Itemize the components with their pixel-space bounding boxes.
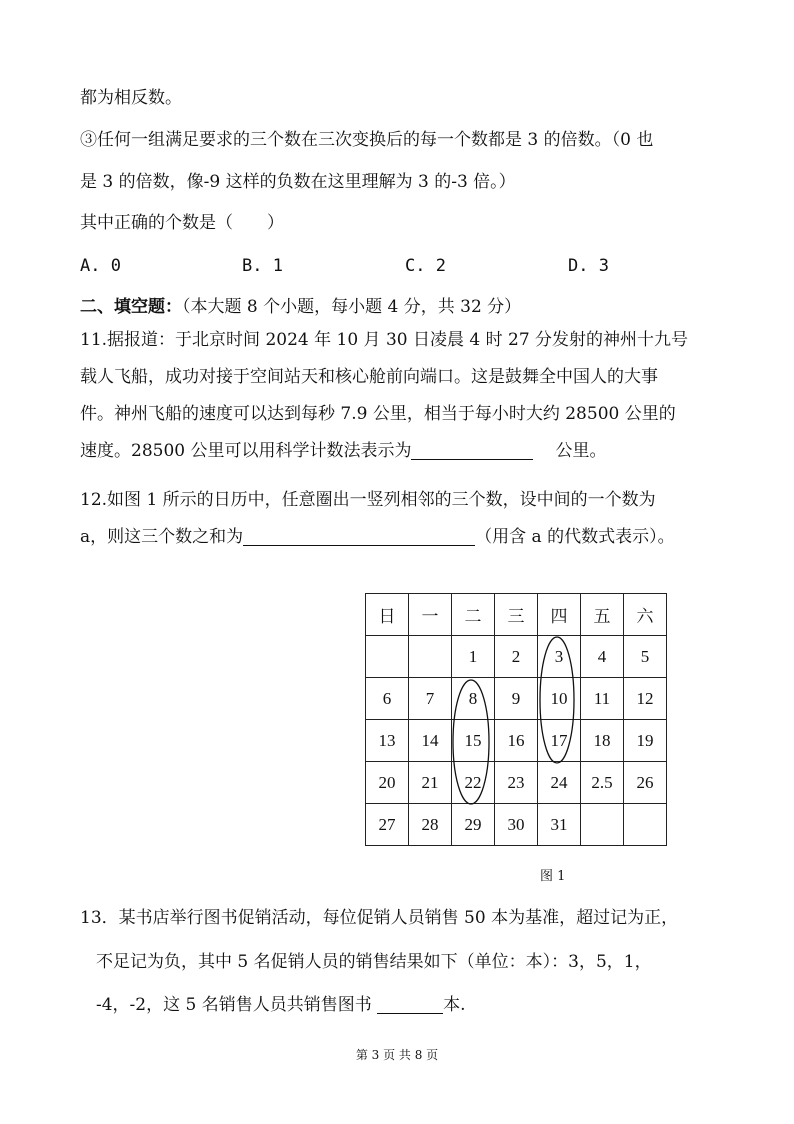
calendar-cell: 5	[624, 636, 667, 678]
q13-text-end: 本.	[443, 995, 466, 1015]
option-d: D. 3	[568, 256, 609, 276]
calendar-cell: 30	[495, 804, 538, 846]
calendar-header-cell: 四	[538, 594, 581, 636]
q11-line	[80, 439, 606, 463]
calendar-cell: 16	[495, 720, 538, 762]
text-line: ③任何一组满足要求的三个数在三次变换后的每一个数都是 3 的倍数。（0 也	[80, 130, 654, 150]
section-heading	[80, 295, 521, 319]
calendar-cell: 18	[581, 720, 624, 762]
calendar-row	[366, 636, 667, 678]
calendar-cell: 7	[409, 678, 452, 720]
calendar-cell: 21	[409, 762, 452, 804]
calendar-cell: 3	[538, 636, 581, 678]
calendar-cell: 9	[495, 678, 538, 720]
calendar-cell: 29	[452, 804, 495, 846]
calendar-cell: 19	[624, 720, 667, 762]
calendar-cell: 23	[495, 762, 538, 804]
q12-text: a，则这三个数之和为	[80, 527, 244, 547]
calendar-header-cell: 二	[452, 594, 495, 636]
calendar-cell: 28	[409, 804, 452, 846]
q11-line: 件。神州飞船的速度可以达到每秒 7.9 公里，相当于每小时大约 28500 公里的	[80, 404, 676, 424]
text-line: 都为相反数。	[80, 88, 182, 108]
calendar-cell: 11	[581, 678, 624, 720]
calendar-header-cell: 六	[624, 594, 667, 636]
q13-answer-blank[interactable]	[377, 995, 443, 1014]
calendar-row	[366, 720, 667, 762]
option-b: B. 1	[242, 256, 283, 276]
option-c: C. 2	[405, 256, 446, 276]
q12-text-end: （用含 a 的代数式表示）。	[475, 527, 675, 547]
calendar-cell: 13	[366, 720, 409, 762]
question-stem: 其中正确的个数是（ ）	[80, 213, 284, 233]
calendar-cell: 20	[366, 762, 409, 804]
q11-text: 速度。28500 公里可以用科学计数法表示为	[80, 441, 412, 461]
q12-line: 12.如图 1 所示的日历中，任意圈出一竖列相邻的三个数，设中间的一个数为	[80, 490, 656, 510]
section-title: 二、填空题：	[80, 297, 182, 317]
calendar-cell: 2.5	[581, 762, 624, 804]
calendar-header-cell: 一	[409, 594, 452, 636]
calendar-cell: 17	[538, 720, 581, 762]
q13-line: 不足记为负，其中 5 名促销人员的销售结果如下（单位：本）：3，5，1，	[96, 952, 652, 972]
text-line: 是 3 的倍数，像-9 这样的负数在这里理解为 3 的-3 倍。）	[80, 172, 516, 192]
q13-line: 13．某书店举行图书促销活动，每位促销人员销售 50 本为基准，超过记为正，	[80, 908, 679, 928]
q12-line	[80, 525, 675, 549]
calendar-cell: 10	[538, 678, 581, 720]
calendar-cell	[581, 804, 624, 846]
calendar-cell: 2	[495, 636, 538, 678]
calendar-cell: 8	[452, 678, 495, 720]
calendar-header-row	[366, 594, 667, 636]
section-note: （本大题 8 个小题，每小题 4 分，共 32 分）	[182, 297, 522, 317]
q11-answer-blank[interactable]	[411, 441, 533, 460]
page-footer: 第 3 页 共 8 页	[355, 1048, 439, 1062]
calendar-cell	[366, 636, 409, 678]
q11-text-end: 公里。	[555, 441, 607, 461]
calendar-cell: 27	[366, 804, 409, 846]
calendar-cell: 6	[366, 678, 409, 720]
calendar-cell: 14	[409, 720, 452, 762]
option-a: A. 0	[80, 256, 121, 276]
calendar-header-cell: 日	[366, 594, 409, 636]
calendar-row	[366, 804, 667, 846]
figure-caption: 图 1	[540, 869, 566, 884]
calendar-row	[366, 678, 667, 720]
calendar-cell: 15	[452, 720, 495, 762]
calendar-cell	[409, 636, 452, 678]
calendar-cell: 12	[624, 678, 667, 720]
calendar-cell: 1	[452, 636, 495, 678]
q13-line	[96, 993, 466, 1017]
calendar-cell	[624, 804, 667, 846]
calendar-header-cell: 三	[495, 594, 538, 636]
q12-answer-blank[interactable]	[243, 527, 475, 546]
q13-text: -4，-2，这 5 名销售人员共销售图书	[96, 995, 378, 1015]
calendar-cell: 24	[538, 762, 581, 804]
calendar-header-cell: 五	[581, 594, 624, 636]
calendar-cell: 4	[581, 636, 624, 678]
q11-line: 11.据报道：于北京时间 2024 年 10 月 30 日凌晨 4 时 27 分发射的神州十九号	[80, 330, 689, 350]
calendar-cell: 26	[624, 762, 667, 804]
q11-line: 载人飞船，成功对接于空间站天和核心舱前向端口。这是鼓舞全中国人的大事	[80, 367, 658, 387]
calendar-table	[365, 593, 667, 846]
calendar-cell: 31	[538, 804, 581, 846]
calendar-cell: 22	[452, 762, 495, 804]
calendar-row	[366, 762, 667, 804]
